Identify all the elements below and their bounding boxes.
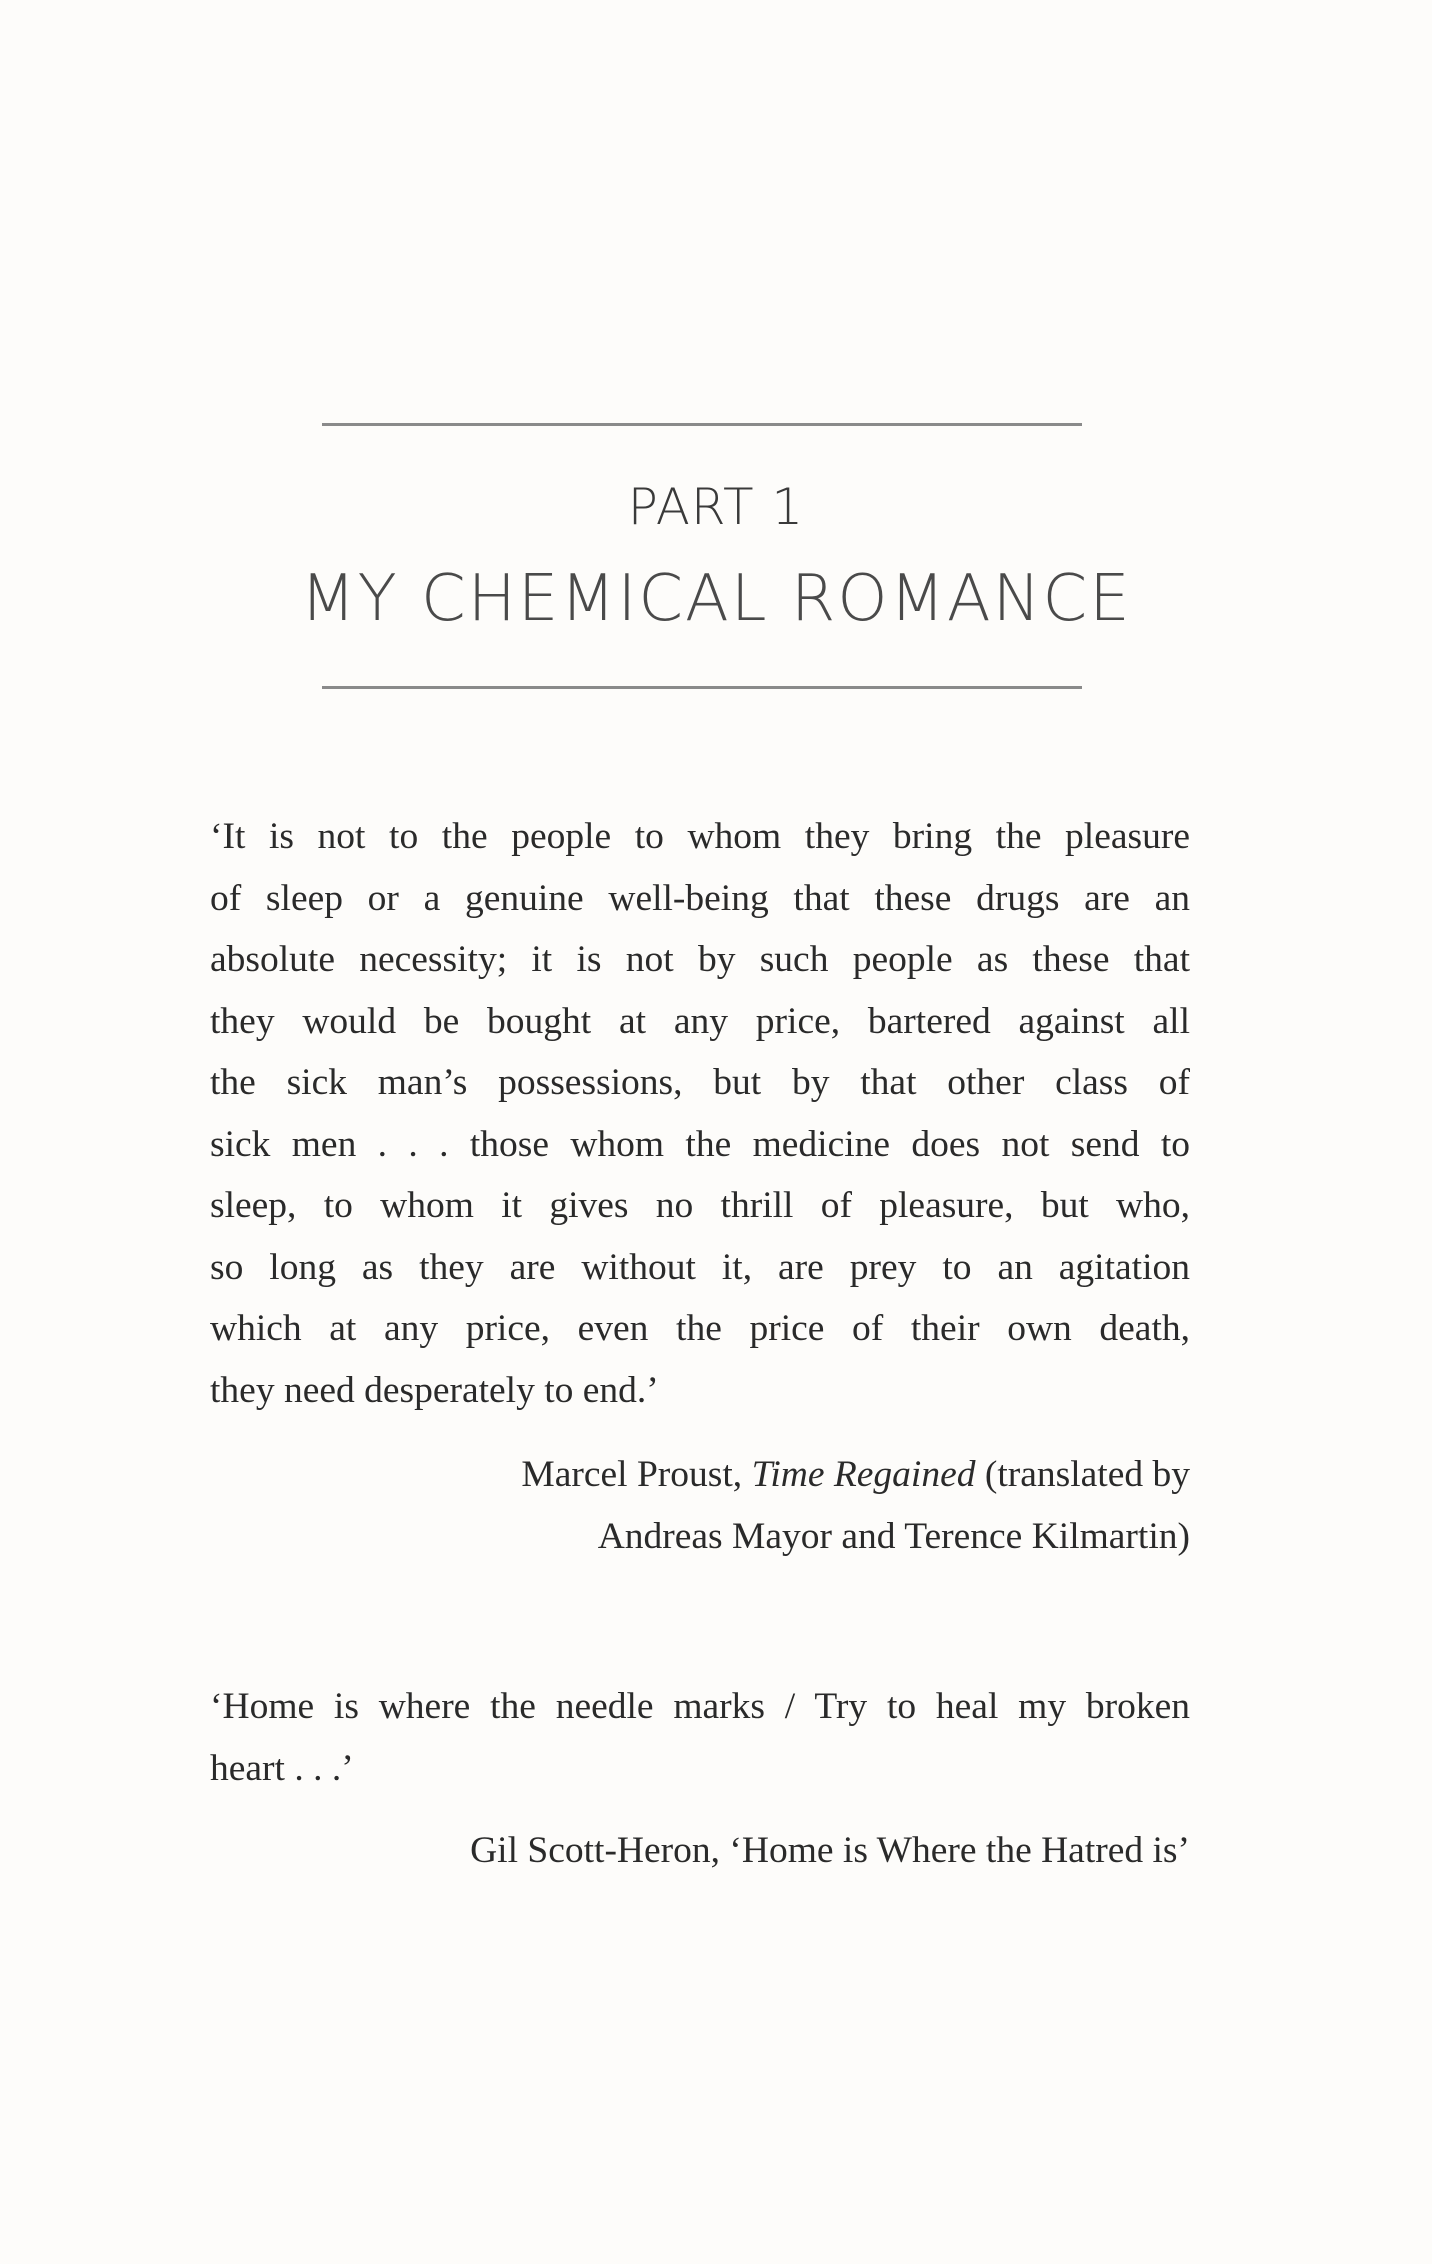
part-label: PART 1: [627, 478, 805, 536]
top-rule: [322, 423, 1082, 426]
epigraph-line: ‘Home is where the needle marks / Try to heal my broken: [210, 1686, 1190, 1727]
attribution-proust: [521, 1444, 1190, 1567]
epigraph-line: sleep, to whom it gives no thrill of pleasure, but who,: [210, 1185, 1190, 1226]
epigraph-line: of sleep or a genuine well-being that these drugs are an: [210, 877, 1190, 919]
epigraph-line: which at any price, even the price of their own death,: [210, 1308, 1190, 1349]
epigraph-line: ‘It is not to the people to whom they bring the pleasure: [210, 816, 1190, 857]
epigraph-line: heart . . .’: [210, 1747, 354, 1789]
attribution-translators: Andreas Mayor and Terence Kilmartin): [597, 1515, 1190, 1557]
attribution-work-title: Time Regained: [751, 1454, 976, 1495]
attribution-scott-heron: Gil Scott-Heron, ‘Home is Where the Hatred is’: [470, 1830, 1190, 1871]
epigraph-line: absolute necessity; it is not by such people as these that: [210, 939, 1190, 980]
epigraph-line: so long as they are without it, are prey to an agitation: [210, 1246, 1190, 1288]
epigraph-proust: [210, 806, 1190, 1421]
bottom-rule: [322, 686, 1082, 689]
attribution-line: [521, 1444, 1190, 1506]
epigraph-scott-heron: [210, 1676, 1190, 1799]
epigraph-line: the sick man’s possessions, but by that other class of: [210, 1062, 1190, 1103]
part-title: MY CHEMICAL ROMANCE: [300, 562, 1132, 636]
attribution-translated: (translated by: [975, 1454, 1190, 1495]
attribution-author: Marcel Proust,: [521, 1454, 752, 1495]
epigraph-line: they need desperately to end.’: [210, 1369, 659, 1411]
epigraph-line: sick men . . . those whom the medicine does not send to: [210, 1123, 1190, 1165]
epigraph-line: they would be bought at any price, bartered against all: [210, 1000, 1190, 1042]
